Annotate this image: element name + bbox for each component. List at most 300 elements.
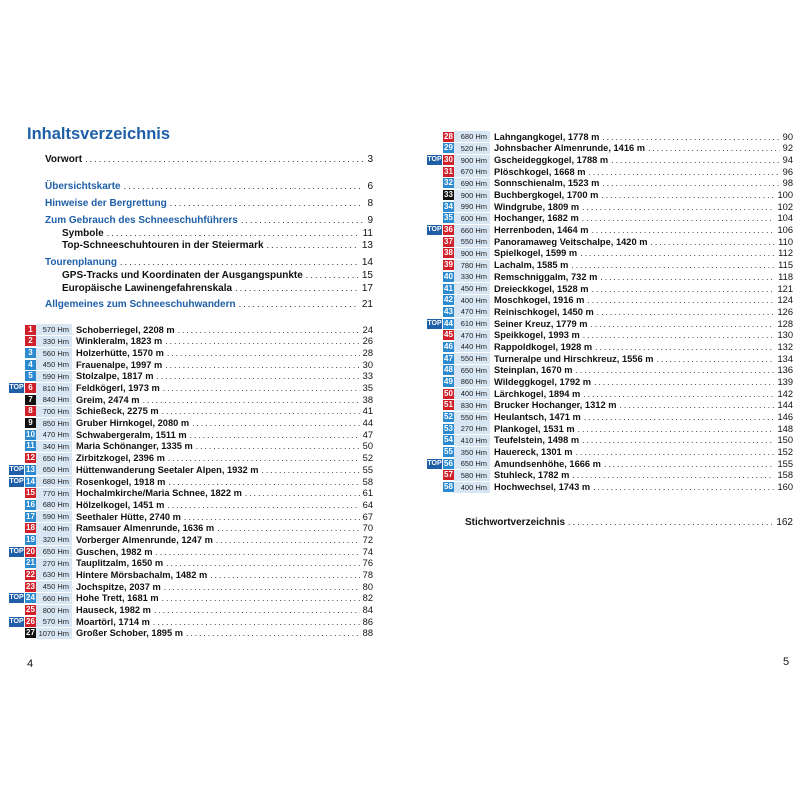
section-page: 8 bbox=[367, 198, 373, 209]
tour-elevation-gain: 800 Hm bbox=[36, 605, 72, 616]
tour-number-badge: 6 bbox=[25, 383, 36, 393]
tour-elevation-gain: 670 Hm bbox=[454, 166, 490, 177]
tour-name: Jochspitze, 2037 m bbox=[76, 581, 161, 592]
tour-number-badge: 1 bbox=[25, 325, 36, 335]
leader-dots bbox=[597, 307, 775, 317]
tour-elevation-gain: 550 Hm bbox=[454, 236, 490, 247]
tour-elevation-gain: 690 Hm bbox=[454, 178, 490, 189]
tour-row[interactable] bbox=[9, 511, 373, 522]
leader-dots bbox=[192, 418, 360, 428]
tour-elevation-gain: 850 Hm bbox=[36, 418, 72, 429]
tour-page: 100 bbox=[777, 190, 793, 201]
tour-page: 64 bbox=[362, 499, 373, 510]
tour-elevation-gain: 450 Hm bbox=[36, 581, 72, 592]
leader-dots bbox=[163, 383, 360, 393]
tour-name: Rappoldkogel, 1928 m bbox=[494, 341, 593, 352]
toc-section-entry[interactable] bbox=[45, 154, 373, 165]
toc-section-entry[interactable] bbox=[45, 181, 373, 192]
tour-name: Herrenboden, 1464 m bbox=[494, 225, 589, 236]
leader-dots bbox=[210, 570, 359, 580]
tour-number-badge: 36 bbox=[444, 225, 453, 235]
tour-name: Reinischkogel, 1450 m bbox=[494, 306, 594, 317]
tour-name: Ramsauer Almenrunde, 1636 m bbox=[76, 523, 215, 534]
tour-row[interactable] bbox=[427, 248, 793, 259]
tour-elevation-gain: 470 Hm bbox=[454, 306, 490, 317]
tour-page: 58 bbox=[362, 476, 373, 487]
tour-page: 35 bbox=[362, 383, 373, 394]
tour-row[interactable] bbox=[427, 435, 793, 446]
tour-page: 78 bbox=[362, 569, 373, 580]
tour-elevation-gain: 780 Hm bbox=[454, 260, 490, 271]
toc-section-entry[interactable] bbox=[62, 283, 373, 294]
tour-name: Hölzelkogel, 1451 m bbox=[76, 499, 165, 510]
tour-number-badge: 4 bbox=[25, 360, 36, 370]
section-label: Symbole bbox=[62, 228, 104, 239]
tour-row[interactable] bbox=[427, 411, 793, 422]
tour-elevation-gain: 770 Hm bbox=[36, 488, 72, 499]
top-badge: TOP bbox=[427, 226, 442, 234]
tour-page: 41 bbox=[362, 406, 373, 417]
tour-page: 130 bbox=[777, 330, 793, 341]
tour-row[interactable] bbox=[9, 534, 373, 545]
tour-elevation-gain: 520 Hm bbox=[454, 143, 490, 154]
tour-page: 158 bbox=[777, 470, 793, 481]
leader-dots bbox=[85, 154, 363, 164]
top-badge: TOP bbox=[427, 156, 442, 164]
section-page: 3 bbox=[367, 154, 373, 165]
tour-row[interactable] bbox=[427, 213, 793, 224]
tour-elevation-gain: 900 Hm bbox=[454, 190, 490, 201]
leader-dots bbox=[583, 330, 775, 340]
tour-row[interactable] bbox=[9, 452, 373, 463]
tour-number-badge: 40 bbox=[444, 271, 453, 281]
tour-number-badge: 7 bbox=[25, 395, 36, 405]
tour-row[interactable] bbox=[9, 488, 373, 499]
tour-number-badge: 43 bbox=[444, 306, 453, 316]
tour-page: 92 bbox=[782, 143, 793, 154]
tour-row[interactable] bbox=[9, 628, 373, 639]
tour-name: Schießeck, 2275 m bbox=[76, 406, 159, 417]
tour-number-badge: 52 bbox=[444, 412, 453, 421]
tour-name: Dreieckkogel, 1528 m bbox=[494, 283, 589, 294]
tour-page: 76 bbox=[362, 558, 373, 569]
tour-page: 44 bbox=[362, 418, 373, 429]
leader-dots bbox=[604, 459, 775, 469]
tour-name: Stolzalpe, 1817 m bbox=[76, 371, 154, 382]
tour-elevation-gain: 400 Hm bbox=[454, 482, 490, 493]
section-label: Übersichtskarte bbox=[45, 181, 121, 192]
leader-dots bbox=[602, 132, 779, 142]
tour-elevation-gain: 900 Hm bbox=[454, 248, 490, 259]
section-label: GPS-Tracks und Koordinaten der Ausgangspunkte bbox=[62, 270, 303, 281]
tour-row[interactable] bbox=[427, 458, 793, 469]
leader-dots bbox=[587, 295, 774, 305]
tour-name: Hauereck, 1301 m bbox=[494, 447, 573, 458]
section-page: 14 bbox=[361, 257, 373, 268]
tour-row[interactable] bbox=[427, 259, 793, 270]
tour-page: 134 bbox=[777, 353, 793, 364]
tour-number-badge: 25 bbox=[26, 605, 35, 614]
leader-dots bbox=[162, 593, 360, 603]
tour-number-badge: 31 bbox=[444, 166, 453, 176]
tour-page: 61 bbox=[362, 488, 373, 499]
tour-row[interactable] bbox=[427, 400, 793, 411]
leader-dots bbox=[600, 272, 775, 282]
top-badge: TOP bbox=[427, 459, 442, 467]
leader-dots bbox=[186, 628, 360, 638]
tour-elevation-gain: 660 Hm bbox=[36, 593, 72, 604]
leader-dots bbox=[168, 477, 359, 487]
tour-number-badge: 17 bbox=[26, 511, 35, 521]
section-label: Hinweise der Bergrettung bbox=[45, 198, 167, 209]
tour-number-badge: 47 bbox=[444, 353, 453, 363]
section-page: 21 bbox=[361, 299, 373, 310]
tour-number-badge: 9 bbox=[25, 418, 36, 428]
tour-number-badge: 21 bbox=[26, 558, 35, 568]
tour-elevation-gain: 650 Hm bbox=[36, 464, 72, 475]
tour-page: 52 bbox=[362, 453, 373, 464]
tour-row[interactable] bbox=[9, 546, 373, 557]
tour-name: Winkleralm, 1823 m bbox=[76, 336, 163, 347]
tour-page: 82 bbox=[362, 593, 373, 604]
tour-page: 144 bbox=[777, 400, 793, 411]
tour-number-badge: 16 bbox=[26, 499, 35, 509]
tour-name: Hohe Trett, 1681 m bbox=[76, 593, 159, 604]
tour-elevation-gain: 660 Hm bbox=[454, 225, 490, 236]
leader-dots bbox=[584, 412, 775, 422]
leader-dots bbox=[166, 558, 360, 568]
leader-dots bbox=[582, 213, 775, 223]
tour-page: 155 bbox=[777, 458, 793, 469]
tour-name: Stuhleck, 1782 m bbox=[494, 470, 570, 481]
tour-elevation-gain: 680 Hm bbox=[36, 499, 72, 510]
leader-dots bbox=[196, 441, 360, 451]
tour-number-badge: 50 bbox=[444, 388, 453, 398]
tour-name: Lachalm, 1585 m bbox=[494, 260, 569, 271]
toc-section-entry[interactable] bbox=[62, 270, 373, 281]
tour-elevation-gain: 630 Hm bbox=[36, 569, 72, 580]
leader-dots bbox=[593, 482, 774, 492]
tour-name: Frauenalpe, 1997 m bbox=[76, 359, 163, 370]
tour-page: 110 bbox=[778, 236, 793, 247]
tour-number-badge: 55 bbox=[444, 447, 453, 457]
tour-row[interactable] bbox=[9, 523, 373, 534]
tour-number-badge: 20 bbox=[26, 546, 35, 556]
leader-dots bbox=[580, 248, 775, 258]
tour-row[interactable] bbox=[9, 336, 373, 347]
leader-dots bbox=[576, 365, 775, 375]
leader-dots bbox=[190, 430, 360, 440]
leader-dots bbox=[572, 470, 774, 480]
tour-elevation-gain: 810 Hm bbox=[36, 383, 72, 394]
tour-page: 146 bbox=[777, 412, 793, 422]
section-label: Allgemeines zum Schneeschuhwandern bbox=[45, 299, 236, 310]
tour-row[interactable] bbox=[427, 166, 793, 177]
section-page: 15 bbox=[361, 270, 373, 281]
leader-dots bbox=[216, 535, 360, 545]
leader-dots bbox=[267, 240, 358, 250]
tour-row[interactable] bbox=[427, 470, 793, 481]
leader-dots bbox=[184, 512, 360, 522]
tour-row[interactable] bbox=[9, 406, 373, 417]
tour-row[interactable] bbox=[9, 359, 373, 370]
leader-dots bbox=[594, 377, 774, 387]
tour-page: 90 bbox=[782, 131, 793, 142]
tour-row[interactable] bbox=[427, 271, 793, 282]
tour-row[interactable] bbox=[427, 189, 793, 200]
tour-elevation-gain: 650 Hm bbox=[36, 546, 72, 557]
leader-dots bbox=[262, 465, 360, 475]
section-label: Vorwort bbox=[45, 154, 83, 165]
tour-name: Hauseck, 1982 m bbox=[76, 605, 151, 615]
tour-name: Feldkögerl, 1973 m bbox=[76, 383, 160, 394]
tour-name: Steinplan, 1670 m bbox=[494, 365, 573, 376]
leader-dots bbox=[591, 319, 775, 329]
tour-name: Lärchkogel, 1894 m bbox=[494, 388, 581, 399]
tour-row[interactable] bbox=[427, 283, 793, 294]
tour-name: Tauplitzalm, 1650 m bbox=[76, 558, 164, 569]
tour-name: Hochwechsel, 1743 m bbox=[494, 482, 591, 493]
tour-number-badge: 54 bbox=[444, 435, 453, 445]
leader-dots bbox=[165, 336, 359, 346]
tour-name: Turneralpe und Hirschkreuz, 1556 m bbox=[494, 353, 654, 364]
toc-section-entry[interactable] bbox=[62, 240, 373, 251]
tour-row[interactable] bbox=[427, 365, 793, 376]
tour-name: Maria Schönanger, 1335 m bbox=[76, 441, 193, 452]
tour-number-badge: 49 bbox=[444, 376, 453, 386]
tour-elevation-gain: 440 Hm bbox=[454, 341, 490, 352]
tour-page: 80 bbox=[362, 581, 373, 592]
tour-number-badge: 15 bbox=[26, 488, 35, 498]
tour-name: Großer Schober, 1895 m bbox=[76, 628, 183, 639]
section-label: Tourenplanung bbox=[45, 257, 118, 268]
tour-number-badge: 34 bbox=[444, 201, 453, 211]
tour-number-badge: 3 bbox=[25, 348, 36, 358]
tour-number-badge: 5 bbox=[25, 371, 36, 381]
tour-page: 126 bbox=[777, 306, 793, 317]
tour-number-badge: 14 bbox=[26, 476, 35, 486]
leader-dots bbox=[611, 155, 779, 165]
tour-name: Hintere Mörsbachalm, 1482 m bbox=[76, 569, 208, 580]
tour-number-badge: 45 bbox=[444, 330, 453, 340]
section-page: 9 bbox=[367, 215, 373, 226]
tour-name: Moschkogel, 1916 m bbox=[494, 295, 585, 306]
tour-name: Wildeggkogel, 1792 m bbox=[494, 376, 592, 387]
tour-number-badge: 2 bbox=[25, 336, 36, 346]
leader-dots bbox=[241, 215, 364, 225]
toc-section-entry[interactable] bbox=[45, 257, 373, 268]
tour-page: 74 bbox=[362, 546, 373, 557]
leader-dots bbox=[588, 167, 779, 177]
tour-row[interactable] bbox=[9, 417, 373, 428]
tour-page: 38 bbox=[362, 394, 373, 405]
tour-number-badge: 19 bbox=[26, 534, 35, 544]
tour-page: 148 bbox=[777, 423, 793, 434]
tour-name: Plöschkogel, 1668 m bbox=[494, 166, 586, 177]
tour-page: 88 bbox=[362, 628, 373, 639]
tour-elevation-gain: 560 Hm bbox=[36, 348, 72, 359]
tour-row[interactable] bbox=[427, 353, 793, 364]
tour-row[interactable] bbox=[427, 423, 793, 434]
tour-name: Johnsbacher Almenrunde, 1416 m bbox=[494, 143, 646, 154]
tour-name: Seiner Kreuz, 1779 m bbox=[494, 318, 588, 329]
tour-row[interactable] bbox=[9, 569, 373, 580]
tour-row[interactable] bbox=[427, 154, 793, 165]
tour-number-badge: 23 bbox=[26, 581, 35, 591]
tour-row[interactable] bbox=[427, 178, 793, 189]
tour-row[interactable] bbox=[427, 236, 793, 247]
tour-page: 24 bbox=[362, 324, 373, 335]
leader-dots bbox=[107, 228, 359, 238]
tour-elevation-gain: 900 Hm bbox=[454, 155, 490, 166]
tour-row[interactable] bbox=[427, 481, 793, 492]
tour-elevation-gain: 410 Hm bbox=[454, 435, 490, 446]
tour-page: 102 bbox=[777, 201, 793, 212]
tour-page: 47 bbox=[362, 429, 373, 440]
tour-name: Holzerhütte, 1570 m bbox=[76, 348, 164, 359]
leader-dots bbox=[578, 424, 775, 434]
leader-dots bbox=[120, 257, 358, 267]
tour-row[interactable] bbox=[9, 324, 373, 335]
leader-dots bbox=[582, 435, 774, 445]
tour-row[interactable] bbox=[427, 341, 793, 352]
leader-dots bbox=[168, 453, 360, 463]
tour-elevation-gain: 330 Hm bbox=[36, 336, 72, 347]
tour-page: 94 bbox=[782, 155, 793, 166]
tour-page: 124 bbox=[777, 295, 793, 306]
tour-row[interactable] bbox=[427, 201, 793, 212]
tour-page: 121 bbox=[777, 283, 793, 294]
index-label: Stichwortverzeichnis bbox=[465, 517, 566, 528]
leader-dots bbox=[592, 225, 775, 235]
tour-row[interactable] bbox=[9, 429, 373, 440]
tour-number-badge: 8 bbox=[25, 406, 36, 416]
tour-number-badge: 42 bbox=[444, 295, 453, 305]
tour-row[interactable] bbox=[427, 446, 793, 457]
section-label: Europäische Lawinengefahrenskala bbox=[62, 283, 233, 294]
tour-name: Gruber Hirnkogel, 2080 m bbox=[76, 418, 190, 429]
leader-dots bbox=[239, 299, 358, 309]
tour-page: 160 bbox=[777, 482, 793, 493]
tour-name: Vorberger Almenrunde, 1247 m bbox=[76, 534, 213, 545]
tour-number-badge: 46 bbox=[444, 341, 453, 351]
tour-page: 112 bbox=[778, 248, 793, 259]
tour-row[interactable] bbox=[427, 224, 793, 235]
top-badge: TOP bbox=[9, 477, 24, 485]
tour-row[interactable] bbox=[9, 581, 373, 592]
tour-elevation-gain: 650 Hm bbox=[36, 453, 72, 464]
top-badge: TOP bbox=[9, 547, 24, 555]
tour-elevation-gain: 400 Hm bbox=[454, 295, 490, 306]
tour-elevation-gain: 650 Hm bbox=[454, 458, 490, 469]
tour-page: 26 bbox=[362, 336, 373, 347]
tour-number-badge: 22 bbox=[26, 569, 35, 579]
toc-section-entry[interactable] bbox=[45, 198, 373, 209]
top-badge: TOP bbox=[9, 594, 24, 602]
tour-number-badge: 39 bbox=[444, 260, 453, 270]
tour-row[interactable] bbox=[9, 441, 373, 452]
tour-number-badge: 18 bbox=[26, 523, 35, 533]
leader-dots bbox=[595, 342, 774, 352]
index-entry[interactable] bbox=[465, 517, 793, 528]
tour-elevation-gain: 340 Hm bbox=[36, 441, 72, 452]
tour-elevation-gain: 650 Hm bbox=[454, 365, 490, 376]
tour-row[interactable] bbox=[427, 143, 793, 154]
tour-elevation-gain: 610 Hm bbox=[454, 318, 490, 329]
tour-row[interactable] bbox=[9, 476, 373, 487]
tour-name: Hüttenwanderung Seetaler Alpen, 1932 m bbox=[76, 464, 259, 475]
tour-page: 115 bbox=[778, 260, 793, 271]
tour-number-badge: 11 bbox=[26, 441, 35, 451]
tour-elevation-gain: 570 Hm bbox=[36, 324, 72, 335]
leader-dots bbox=[153, 617, 360, 627]
section-page: 6 bbox=[367, 181, 373, 192]
leader-dots bbox=[245, 488, 360, 498]
tour-row[interactable] bbox=[9, 593, 373, 604]
leader-dots bbox=[154, 605, 360, 615]
toc-section-entry[interactable] bbox=[62, 228, 373, 239]
tour-page: 28 bbox=[362, 348, 373, 359]
tour-row[interactable] bbox=[427, 131, 793, 142]
leader-dots bbox=[167, 348, 360, 358]
tour-elevation-gain: 600 Hm bbox=[454, 213, 490, 224]
tour-elevation-gain: 270 Hm bbox=[36, 558, 72, 569]
tour-number-badge: 24 bbox=[26, 593, 35, 603]
tour-page: 142 bbox=[777, 388, 793, 399]
section-label: Zum Gebrauch des Schneeschuhführers bbox=[45, 215, 238, 226]
tour-row[interactable] bbox=[9, 371, 373, 382]
leader-dots bbox=[592, 284, 775, 294]
tour-page: 150 bbox=[777, 435, 793, 446]
tour-elevation-gain: 550 Hm bbox=[454, 412, 490, 423]
tour-row[interactable] bbox=[9, 382, 373, 393]
leader-dots bbox=[164, 582, 360, 592]
tour-page: 50 bbox=[362, 441, 373, 452]
tour-name: Speikkogel, 1993 m bbox=[494, 330, 580, 341]
tour-row[interactable] bbox=[9, 464, 373, 475]
tour-name: Guschen, 1982 m bbox=[76, 546, 153, 557]
tour-row[interactable] bbox=[9, 347, 373, 358]
tour-row[interactable] bbox=[9, 604, 373, 615]
tour-row[interactable] bbox=[427, 388, 793, 399]
tour-number-badge: 53 bbox=[444, 423, 453, 433]
tour-elevation-gain: 1070 Hm bbox=[36, 628, 72, 639]
toc-section-entry[interactable] bbox=[45, 299, 373, 310]
tour-row[interactable] bbox=[427, 295, 793, 306]
tour-name: Panoramaweg Veitschalpe, 1420 m bbox=[494, 236, 648, 247]
tour-row[interactable] bbox=[427, 318, 793, 329]
tour-number-badge: 26 bbox=[26, 616, 35, 626]
tour-name: Windgrube, 1809 m bbox=[494, 201, 580, 212]
tour-page: 152 bbox=[777, 447, 793, 458]
tour-row[interactable] bbox=[9, 394, 373, 405]
page-number-left: 4 bbox=[27, 658, 34, 670]
tour-row[interactable] bbox=[9, 558, 373, 569]
leader-dots bbox=[656, 354, 774, 364]
tour-elevation-gain: 860 Hm bbox=[454, 376, 490, 387]
tour-elevation-gain: 580 Hm bbox=[454, 470, 490, 481]
section-page: 17 bbox=[361, 283, 373, 294]
tour-number-badge: 33 bbox=[444, 190, 453, 200]
tour-page: 139 bbox=[777, 376, 793, 387]
tour-row[interactable] bbox=[427, 376, 793, 387]
toc-section-entry[interactable] bbox=[45, 215, 373, 226]
tour-row[interactable] bbox=[9, 616, 373, 627]
tour-page: 132 bbox=[777, 341, 793, 352]
tour-row[interactable] bbox=[427, 330, 793, 341]
tour-row[interactable] bbox=[9, 499, 373, 510]
tour-row[interactable] bbox=[427, 306, 793, 317]
